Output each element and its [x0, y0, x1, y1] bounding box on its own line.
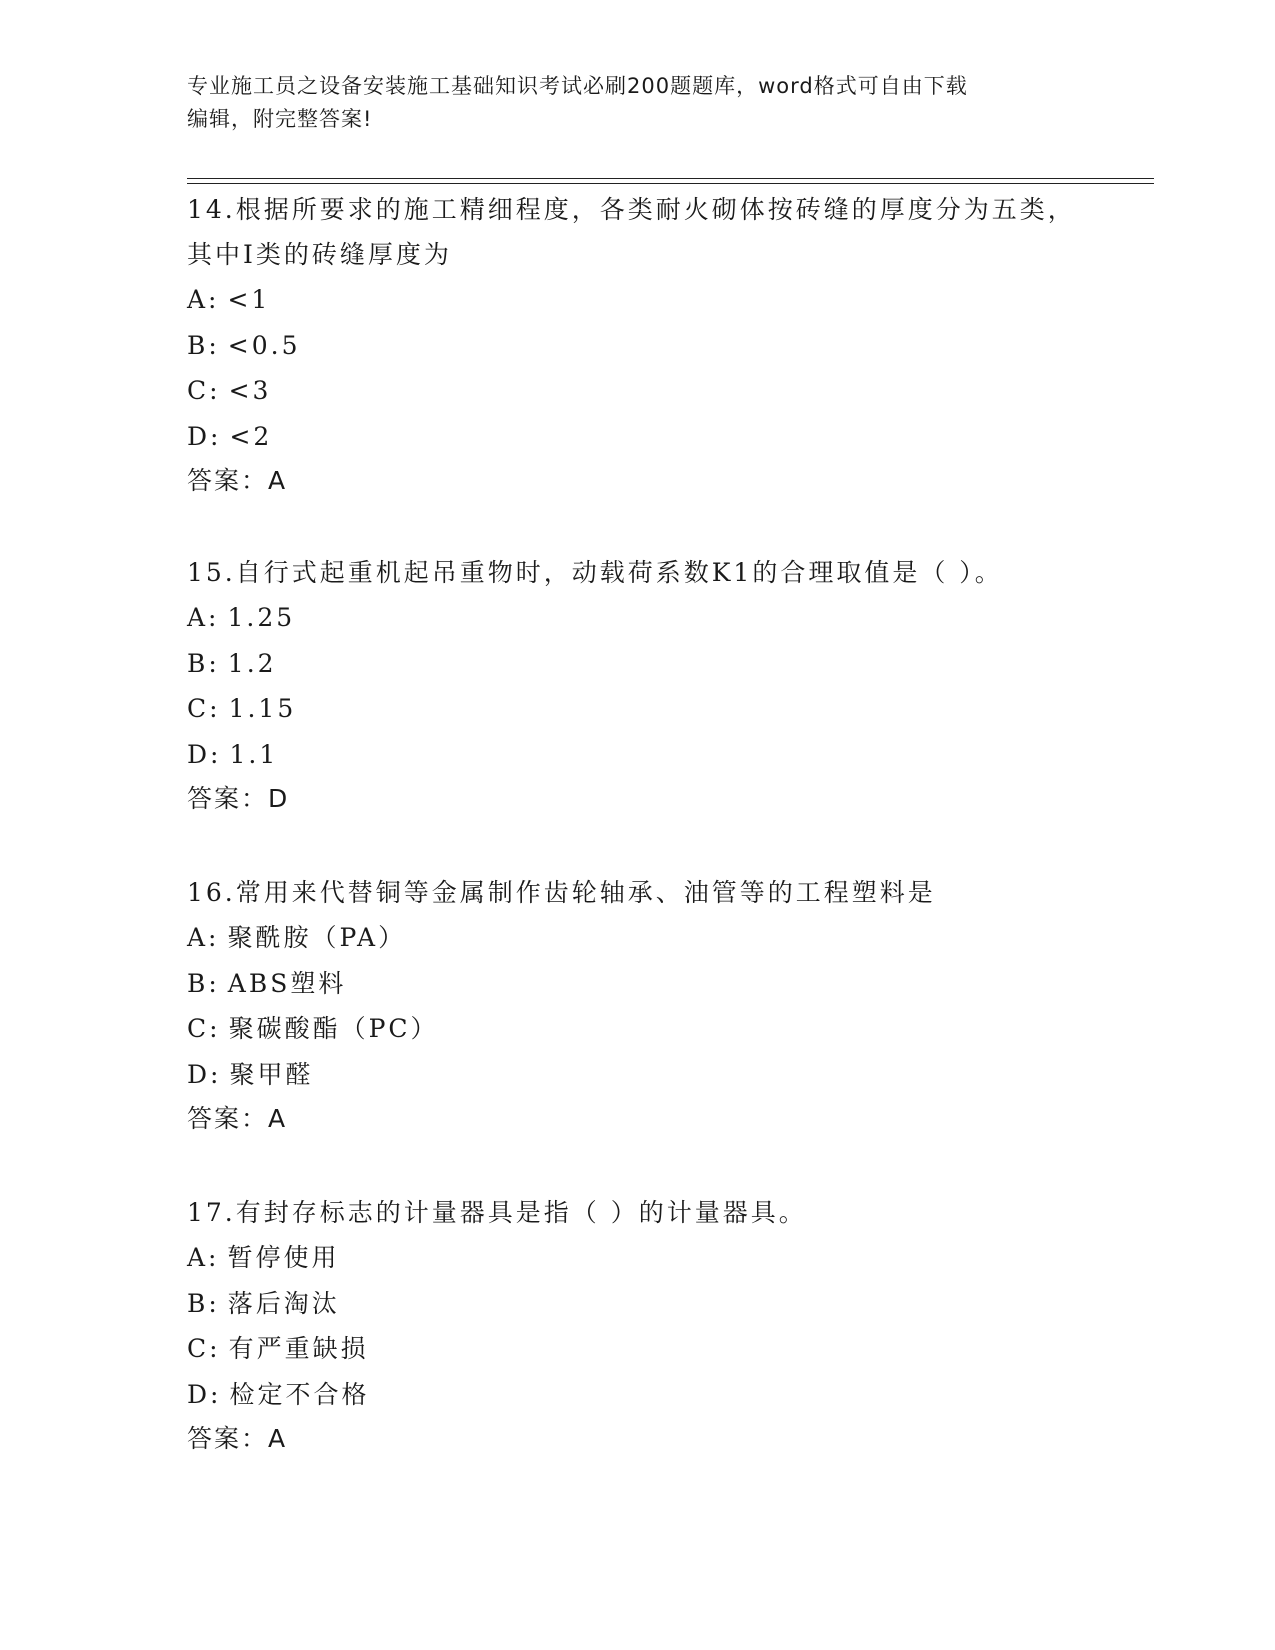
question-stem: 17.有封存标志的计量器具是指（ ）的计量器具。 — [187, 1198, 807, 1227]
question-stem: 14.根据所要求的施工精细程度，各类耐火砌体按砖缝的厚度分为五类，其中Ⅰ类的砖缝厚度为 — [187, 195, 1076, 269]
header-rule-bottom — [187, 183, 1154, 184]
option-text: 有严重缺损 — [228, 1334, 369, 1363]
option-label: B: — [187, 1288, 220, 1318]
option-label: C: — [187, 1014, 221, 1043]
option-label: A: — [187, 923, 220, 952]
option-label: C: — [187, 1334, 221, 1363]
header-rule-top — [187, 178, 1154, 179]
document-header — [187, 70, 1067, 136]
option-d — [187, 414, 1087, 460]
option-a — [187, 277, 1087, 323]
option-label: D: — [187, 1379, 222, 1409]
option-text: 1.1 — [229, 739, 279, 769]
option-c — [187, 368, 1087, 414]
header-line-1: 专业施工员之设备安装施工基础知识考试必刷200题题库，word格式可自由下载 — [187, 74, 968, 98]
option-d — [187, 1372, 1087, 1418]
option-label: C: — [187, 694, 221, 723]
option-b — [187, 323, 1087, 369]
option-text: ABS塑料 — [227, 968, 347, 998]
option-text: 1.15 — [228, 694, 297, 723]
option-label: C: — [187, 376, 221, 405]
option-text: <1 — [227, 285, 271, 314]
option-c — [187, 1006, 1087, 1052]
question-17 — [187, 1190, 1087, 1461]
option-text: 聚甲醛 — [229, 1059, 314, 1089]
option-text: <3 — [228, 376, 272, 405]
option-text: <0.5 — [227, 330, 301, 360]
option-text: 落后淘汰 — [227, 1288, 340, 1318]
question-15 — [187, 550, 1087, 821]
header-line-2: 编辑，附完整答案! — [187, 107, 373, 131]
answer-line: 答案：A — [187, 1104, 288, 1133]
option-d — [187, 732, 1087, 778]
option-b — [187, 641, 1087, 687]
option-b — [187, 1281, 1087, 1327]
option-a — [187, 915, 1087, 961]
question-stem: 16.常用来代替铜等金属制作齿轮轴承、油管等的工程塑料是 — [187, 878, 936, 907]
question-16 — [187, 870, 1087, 1141]
option-label: A: — [187, 603, 220, 632]
option-text: 聚碳酸酯（PC） — [228, 1014, 439, 1043]
option-label: D: — [187, 739, 222, 769]
option-label: A: — [187, 1243, 220, 1272]
question-14 — [187, 187, 1087, 503]
option-text: 1.25 — [227, 603, 296, 632]
option-label: B: — [187, 330, 220, 360]
option-label: B: — [187, 648, 220, 678]
option-text: 1.2 — [227, 648, 277, 678]
question-stem: 15.自行式起重机起吊重物时，动载荷系数K1的合理取值是（ ）。 — [187, 558, 1003, 587]
option-label: D: — [187, 421, 222, 451]
answer-line: 答案：A — [187, 1424, 288, 1453]
option-text: 检定不合格 — [229, 1379, 370, 1409]
option-text: <2 — [229, 421, 273, 451]
option-a — [187, 1235, 1087, 1281]
option-text: 聚酰胺（PA） — [227, 923, 407, 952]
answer-line: 答案：D — [187, 784, 290, 813]
option-b — [187, 961, 1087, 1007]
option-d — [187, 1052, 1087, 1098]
option-c — [187, 1326, 1087, 1372]
option-text: 暂停使用 — [227, 1243, 340, 1272]
option-c — [187, 686, 1087, 732]
option-a — [187, 595, 1087, 641]
answer-line: 答案：A — [187, 466, 288, 495]
option-label: D: — [187, 1059, 222, 1089]
option-label: A: — [187, 285, 220, 314]
option-label: B: — [187, 968, 220, 998]
